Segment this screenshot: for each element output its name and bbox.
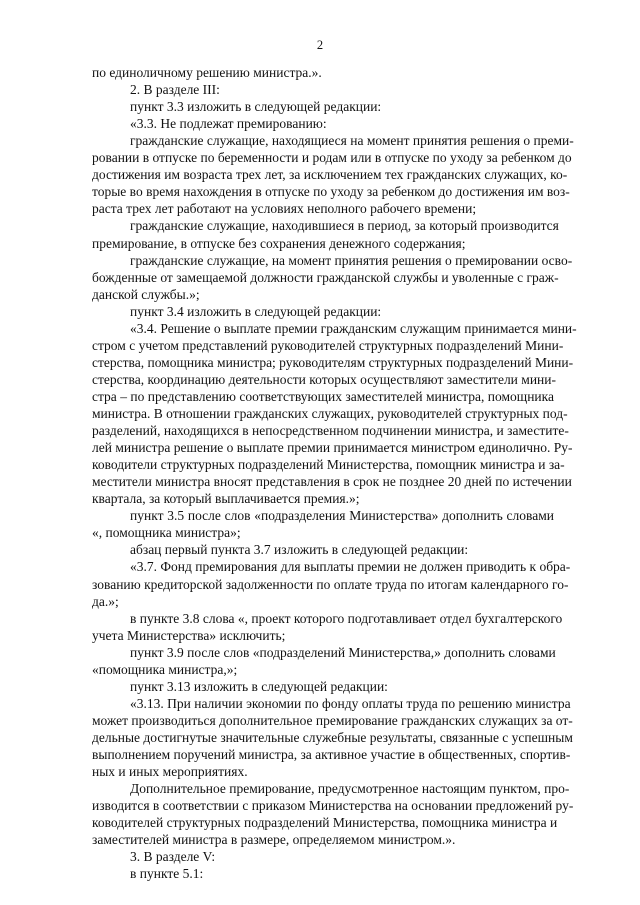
text-line: местители министра вносят представления в срок не позднее 20 дней по истечении: [92, 474, 572, 490]
text-line: божденные от замещаемой должности гражданской службы и уволенные с граж-: [92, 269, 559, 285]
text-line: «3.7. Фонд премирования для выплаты премии не должен приводить к обра-: [130, 559, 571, 575]
text-line: пункт 3.3 изложить в следующей редакции:: [130, 99, 382, 115]
text-line: «, помощника министра»;: [92, 525, 241, 541]
text-line: в пункте 5.1:: [130, 866, 204, 882]
text-line: изводится в соответствии с приказом Министерства на основании предложений ру-: [92, 798, 574, 814]
text-line: пункт 3.5 после слов «подразделения Министерства» дополнить словами: [130, 508, 554, 524]
text-line: да.»;: [92, 593, 119, 609]
text-line: 2. В разделе III:: [130, 82, 220, 98]
page-number: 2: [316, 38, 324, 52]
text-line: ководителей структурных подразделений Министерства, помощника министра и: [92, 815, 558, 831]
text-line: разделений, находящихся в непосредственном подчинении министра, и заместите-: [92, 423, 569, 439]
text-line: 3. В разделе V:: [130, 849, 216, 865]
text-line: «3.13. При наличии экономии по фонду оплаты труда по решению министра: [130, 695, 571, 711]
text-line: стром с учетом представлений руководителей структурных подразделений Мини-: [92, 337, 564, 353]
text-line: зованию кредиторской задолженности по оплате труда по итогам календарного го-: [92, 576, 569, 592]
text-line: ководители структурных подразделений Министерства, помощник министра и за-: [92, 457, 565, 473]
text-line: гражданские служащие, находившиеся в период, за который производится: [130, 218, 559, 234]
text-line: дельные достигнутые значительные служебные результаты, связанные с успешным: [92, 729, 573, 745]
text-line: заместителей министра в размере, определяемом министром.».: [92, 832, 456, 848]
text-line: данской службы.»;: [92, 286, 200, 302]
text-line: лей министра решение о выплате премии принимается министром единолично. Ру-: [92, 440, 573, 456]
text-line: «помощника министра,»;: [92, 661, 238, 677]
text-line: раста трех лет работают на условиях неполного рабочего времени;: [92, 201, 477, 217]
text-line: стерства, координацию деятельности которых осуществляют заместители мини-: [92, 371, 556, 387]
text-line: «3.4. Решение о выплате премии гражданским служащим принимается мини-: [130, 320, 577, 336]
text-line: достижения им возраста трех лет, за исключением тех гражданских служащих, ко-: [92, 167, 568, 183]
text-line: может производиться дополнительное премирование гражданских служащих за от-: [92, 712, 573, 728]
text-line: министра. В отношении гражданских служащих, руководителей структурных под-: [92, 406, 568, 421]
text-line: по единоличному решению министра.».: [92, 65, 322, 80]
text-line: «3.3. Не подлежат премированию:: [130, 116, 327, 132]
text-line: стерства, помощника министра; руководителям структурных подразделений Мини-: [92, 354, 574, 370]
text-line: гражданские служащие, находящиеся на момент принятия решения о преми-: [130, 133, 574, 149]
text-line: учета Министерства» исключить;: [92, 627, 286, 643]
text-line: пункт 3.9 после слов «подразделений Министерства,» дополнить словами: [130, 644, 556, 660]
text-line: пункт 3.4 изложить в следующей редакции:: [130, 303, 382, 319]
text-line: премирование, в отпуске без сохранения денежного содержания;: [92, 235, 466, 251]
text-line: квартала, за который выплачивается премия.»;: [92, 491, 360, 507]
text-line: гражданские служащие, на момент принятия решения о премировании осво-: [130, 252, 573, 268]
text-line: абзац первый пункта 3.7 изложить в следующей редакции:: [130, 542, 469, 558]
text-line: Дополнительное премирование, предусмотренное настоящим пунктом, про-: [130, 781, 570, 797]
text-line: в пункте 3.8 слова «, проект которого подготавливает отдел бухгалтерского: [130, 610, 563, 626]
text-line: выполнением поручений министра, за активное участие в общественных, спортив-: [92, 747, 571, 762]
text-line: торые во время нахождения в отпуске по уходу за ребенком до достижения им воз-: [92, 184, 570, 200]
text-line: пункт 3.13 изложить в следующей редакции:: [130, 678, 388, 694]
text-line: стра – по представлению соответствующих заместителей министра, помощника: [92, 388, 554, 404]
text-line: ных и иных мероприятиях.: [92, 764, 248, 780]
text-line: ровании в отпуске по беременности и родам или в отпуске по уходу за ребенком до: [92, 150, 572, 166]
